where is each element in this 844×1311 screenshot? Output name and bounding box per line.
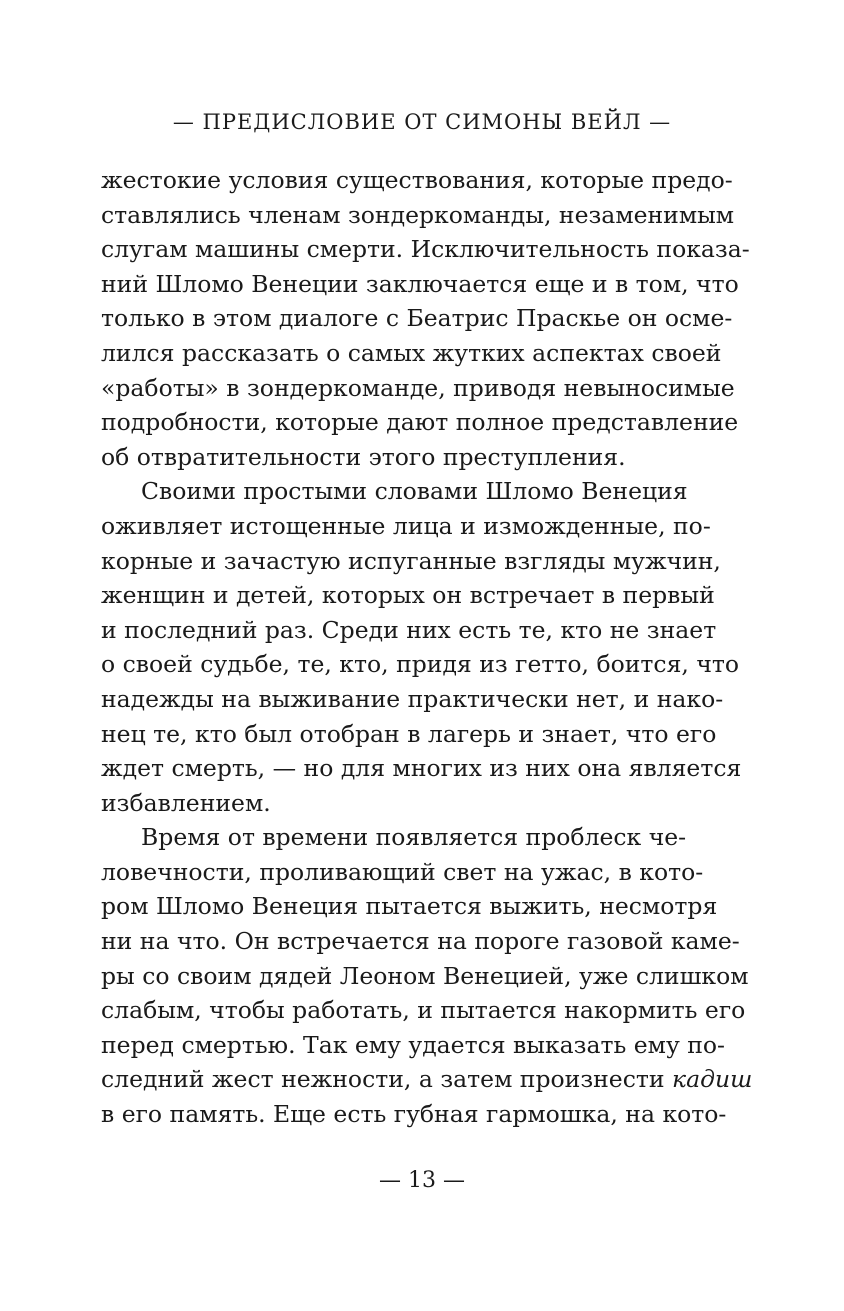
text-line: перед смертью. Так ему удается выказать ему по-: [101, 1030, 726, 1059]
text-line: ждет смерть, — но для многих из них она является: [101, 754, 742, 783]
text-line: лился рассказать о самых жутких аспектах своей: [101, 338, 722, 367]
text-line: ловечности, проливающий свет на ужас, в кото-: [101, 857, 704, 886]
text-line: избавлением.: [101, 788, 271, 817]
text-line: женщин и детей, которых он встречает в первый: [101, 581, 715, 610]
text-line: «работы» в зондеркоманде, приводя невыносимые: [101, 373, 735, 402]
running-head: — ПРЕДИСЛОВИЕ ОТ СИМОНЫ ВЕЙЛ —: [172, 110, 672, 134]
text-line-with-italic: [101, 1062, 753, 1097]
text-line: надежды на выживание практически нет, и нако-: [101, 684, 724, 713]
text-line: ры со своим дядей Леоном Венецией, уже слишком: [101, 961, 749, 990]
text-line: ставлялись членам зондеркоманды, незаменимым: [101, 200, 735, 229]
text-line: только в этом диалоге с Беатрис Праскье он осме-: [101, 304, 733, 333]
text-line: корные и зачастую испуганные взгляды мужчин,: [101, 546, 721, 575]
text-line-segment: следний жест нежности, а затем произнести: [101, 1065, 665, 1094]
text-line: Время от времени появляется проблеск че-: [141, 823, 687, 852]
body-text: [101, 163, 753, 1132]
text-line: в его память. Еще есть губная гармошка, на кото-: [101, 1100, 727, 1129]
page-number: — 13 —: [379, 1168, 465, 1193]
text-line: Своими простыми словами Шломо Венеция: [141, 477, 688, 506]
text-line: ром Шломо Венеция пытается выжить, несмотря: [101, 892, 718, 921]
text-line: ни на что. Он встречается на пороге газовой каме-: [101, 927, 740, 956]
italic-term: кадиш: [672, 1065, 753, 1094]
text-line: ний Шломо Венеции заключается еще и в том, что: [101, 269, 739, 298]
text-line: нец те, кто был отобран в лагерь и знает, что его: [101, 719, 717, 748]
text-line: о своей судьбе, те, кто, придя из гетто, боится, что: [101, 650, 740, 679]
text-line: слабым, чтобы работать, и пытается накормить его: [101, 996, 746, 1025]
text-line: жестокие условия существования, которые предо-: [101, 166, 733, 194]
text-line: подробности, которые дают полное представление: [101, 408, 739, 437]
text-line: оживляет истощенные лица и изможденные, по-: [101, 511, 711, 540]
text-line: и последний раз. Среди них есть те, кто не знает: [101, 615, 717, 644]
text-line: слугам машины смерти. Исключительность показа-: [101, 235, 750, 264]
text-line: об отвратительности этого преступления.: [101, 442, 626, 471]
